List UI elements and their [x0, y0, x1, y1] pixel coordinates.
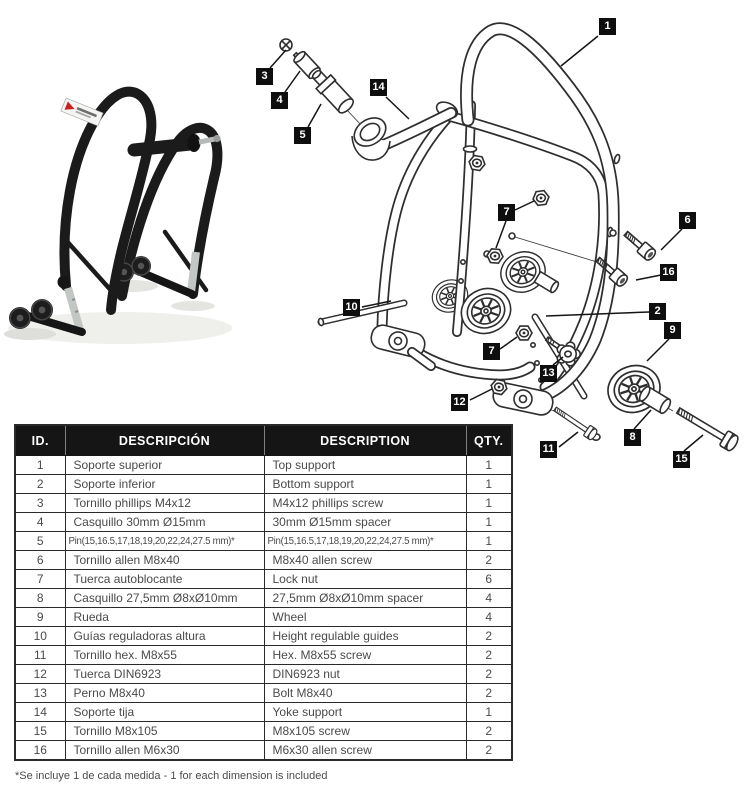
cell-qty: 4 — [466, 608, 512, 627]
table-header-row — [15, 425, 512, 456]
cell-qty: 4 — [466, 589, 512, 608]
cell-en: Bottom support — [264, 475, 466, 494]
cell-es: Rueda — [65, 608, 264, 627]
callout-8: 8 — [624, 429, 641, 446]
part-pin — [308, 66, 357, 116]
cell-id: 2 — [15, 475, 65, 494]
column-header-2: DESCRIPTION — [264, 425, 466, 456]
cell-id: 9 — [15, 608, 65, 627]
part-top-support — [467, 29, 621, 400]
part-wheel-left-top — [495, 245, 552, 299]
photo-yoke-head — [134, 144, 190, 150]
cell-id: 14 — [15, 703, 65, 722]
table-row — [15, 475, 512, 494]
table-row — [15, 532, 512, 551]
table-row — [15, 741, 512, 761]
table-row — [15, 551, 512, 570]
cell-es: Soporte tija — [65, 703, 264, 722]
cell-id: 8 — [15, 589, 65, 608]
part-lock-nut — [532, 190, 550, 206]
callout-13: 13 — [540, 365, 557, 382]
callout-7: 7 — [498, 204, 515, 221]
cell-id: 4 — [15, 513, 65, 532]
cell-es: Casquillo 30mm Ø15mm — [65, 513, 264, 532]
callout-10: 10 — [343, 299, 360, 316]
table-row — [15, 494, 512, 513]
callout-4: 4 — [271, 92, 288, 109]
cell-id: 12 — [15, 665, 65, 684]
cell-qty: 1 — [466, 513, 512, 532]
footnote: *Se incluye 1 de cada medida - 1 for each dimension is included — [15, 770, 328, 782]
cell-qty: 2 — [466, 627, 512, 646]
part-bolt-m8x105 — [674, 403, 740, 452]
cell-id: 13 — [15, 684, 65, 703]
callout-15: 15 — [673, 451, 690, 468]
table-row — [15, 627, 512, 646]
table-row — [15, 722, 512, 741]
parts-table — [14, 424, 513, 761]
cell-id: 16 — [15, 741, 65, 761]
cell-en: Hex. M8x55 screw — [264, 646, 466, 665]
column-header-1: DESCRIPCIÓN — [65, 425, 264, 456]
part-bolt-m8x55 — [552, 404, 599, 441]
callout-14: 14 — [370, 79, 387, 96]
table-row — [15, 684, 512, 703]
cell-es: Soporte inferior — [65, 475, 264, 494]
cell-id: 5 — [15, 532, 65, 551]
callout-6: 6 — [679, 212, 696, 229]
cell-qty: 1 — [466, 494, 512, 513]
callout-3: 3 — [256, 68, 273, 85]
cell-en: Wheel — [264, 608, 466, 627]
cell-es: Tornillo M8x105 — [65, 722, 264, 741]
cell-es: Tornillo hex. M8x55 — [65, 646, 264, 665]
photo-steering-pin — [199, 139, 215, 142]
cell-id: 10 — [15, 627, 65, 646]
cell-es: Soporte superior — [65, 456, 264, 475]
cell-id: 15 — [15, 722, 65, 741]
column-header-3: QTY. — [466, 425, 512, 456]
cell-en: Pin(15,16.5,17,18,19,20,22,24,27.5 mm)* — [264, 532, 466, 551]
cell-es: Perno M8x40 — [65, 684, 264, 703]
cell-en: M8x105 screw — [264, 722, 466, 741]
cell-qty: 2 — [466, 665, 512, 684]
cell-es: Casquillo 27,5mm Ø8xØ10mm — [65, 589, 264, 608]
cell-qty: 2 — [466, 722, 512, 741]
cell-qty: 1 — [466, 532, 512, 551]
cell-en: DIN6923 nut — [264, 665, 466, 684]
cell-qty: 2 — [466, 646, 512, 665]
table-row — [15, 513, 512, 532]
callout-1: 1 — [599, 18, 616, 35]
column-header-0: ID. — [15, 425, 65, 456]
cell-id: 7 — [15, 570, 65, 589]
cell-es: Tuerca DIN6923 — [65, 665, 264, 684]
cell-en: Bolt M8x40 — [264, 684, 466, 703]
cell-en: M8x40 allen screw — [264, 551, 466, 570]
cell-qty: 1 — [466, 456, 512, 475]
cell-qty: 2 — [466, 551, 512, 570]
cell-en: Top support — [264, 456, 466, 475]
cell-es: Tornillo phillips M4x12 — [65, 494, 264, 513]
cell-qty: 2 — [466, 684, 512, 703]
part-lock-nut — [486, 248, 503, 263]
product-photo — [4, 92, 232, 344]
cell-id: 1 — [15, 456, 65, 475]
table-row — [15, 456, 512, 475]
cell-es: Pin(15,16.5,17,18,19,20,22,24,27.5 mm)* — [65, 532, 264, 551]
brand-sticker — [61, 98, 103, 126]
cell-id: 3 — [15, 494, 65, 513]
cell-en: 27,5mm Ø8xØ10mm spacer — [264, 589, 466, 608]
table-row — [15, 589, 512, 608]
cell-es: Tornillo allen M8x40 — [65, 551, 264, 570]
table-row — [15, 703, 512, 722]
callout-9: 9 — [664, 322, 681, 339]
cell-en: M6x30 allen screw — [264, 741, 466, 761]
part-lock-nut — [516, 326, 532, 340]
cell-id: 11 — [15, 646, 65, 665]
cell-id: 6 — [15, 551, 65, 570]
photo-front-hoop — [64, 92, 151, 310]
photo-stand — [9, 92, 221, 332]
photo-knob — [58, 276, 71, 289]
callout-11: 11 — [540, 441, 557, 458]
cell-qty: 1 — [466, 703, 512, 722]
cell-es: Tuerca autoblocante — [65, 570, 264, 589]
callout-7: 7 — [483, 343, 500, 360]
cell-en: Lock nut — [264, 570, 466, 589]
table-row — [15, 570, 512, 589]
callout-5: 5 — [294, 127, 311, 144]
cell-qty: 6 — [466, 570, 512, 589]
cell-en: M4x12 phillips screw — [264, 494, 466, 513]
callout-12: 12 — [451, 394, 468, 411]
cell-en: Height regulable guides — [264, 627, 466, 646]
table-row — [15, 646, 512, 665]
table-row — [15, 608, 512, 627]
callout-16: 16 — [660, 264, 677, 281]
part-axle-stub — [534, 272, 560, 294]
part-allen-screw-m8x40 — [622, 229, 658, 262]
cell-en: Yoke support — [264, 703, 466, 722]
cell-qty: 2 — [466, 741, 512, 761]
callout-2: 2 — [649, 303, 666, 320]
cell-es: Guías reguladoras altura — [65, 627, 264, 646]
cell-qty: 1 — [466, 475, 512, 494]
cell-en: 30mm Ø15mm spacer — [264, 513, 466, 532]
table-row — [15, 665, 512, 684]
cell-es: Tornillo allen M6x30 — [65, 741, 264, 761]
